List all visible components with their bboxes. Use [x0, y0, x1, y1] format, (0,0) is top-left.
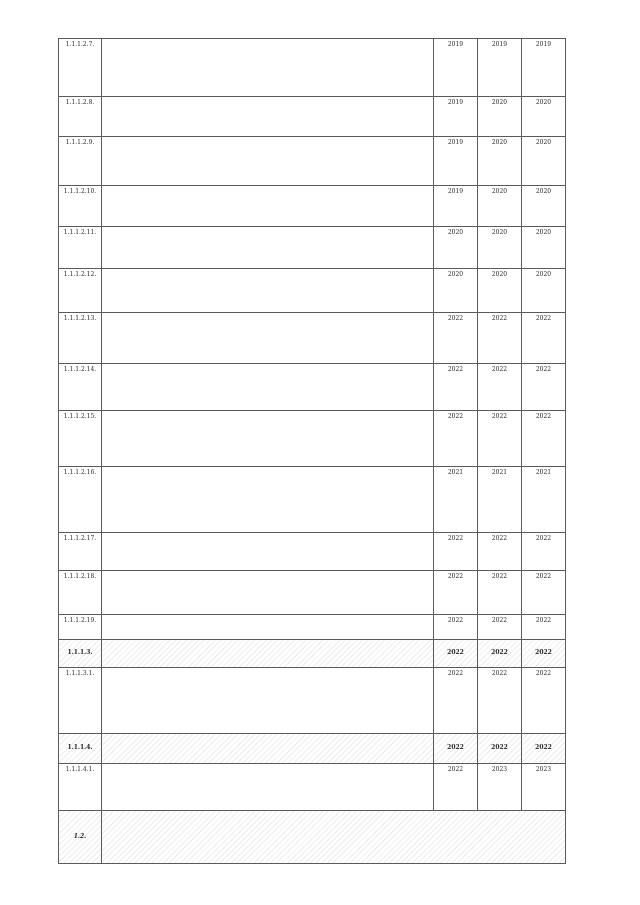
row-year-cell-3: 2022 [522, 533, 566, 571]
row-description-cell [102, 811, 566, 864]
row-number-cell: 1.1.1.2.14. [59, 364, 102, 411]
row-year-cell-1: 2022 [434, 640, 478, 668]
row-number-cell: 1.1.1.2.12. [59, 269, 102, 313]
row-year-cell-1: 2021 [434, 467, 478, 533]
table-row [59, 533, 566, 571]
row-year-cell-1: 2019 [434, 186, 478, 227]
row-description-cell [102, 533, 434, 571]
row-year-cell-3: 2020 [522, 97, 566, 137]
row-number-cell: 1.1.1.3.1. [59, 668, 102, 734]
row-year-cell-3: 2022 [522, 640, 566, 668]
row-number-cell: 1.1.1.2.10. [59, 186, 102, 227]
row-description-cell [102, 467, 434, 533]
row-year-cell-3: 2022 [522, 571, 566, 615]
table-row [59, 269, 566, 313]
row-year-cell-2: 2022 [478, 313, 522, 364]
table-row [59, 227, 566, 269]
row-year-cell-1: 2022 [434, 364, 478, 411]
table-row [59, 640, 566, 668]
row-description-cell [102, 269, 434, 313]
row-year-cell-2: 2019 [478, 39, 522, 97]
row-number-cell: 1.1.1.2.19. [59, 615, 102, 640]
table-row [59, 39, 566, 97]
row-year-cell-2: 2020 [478, 137, 522, 186]
row-year-cell-2: 2022 [478, 571, 522, 615]
row-number-cell: 1.1.1.2.16. [59, 467, 102, 533]
row-year-cell-2: 2022 [478, 640, 522, 668]
table-row [59, 811, 566, 864]
row-number-cell: 1.1.1.2.17. [59, 533, 102, 571]
row-year-cell-1: 2022 [434, 615, 478, 640]
row-description-cell [102, 97, 434, 137]
table-row [59, 97, 566, 137]
row-number-cell: 1.1.1.4.1. [59, 764, 102, 811]
row-year-cell-2: 2020 [478, 186, 522, 227]
row-year-cell-3: 2021 [522, 467, 566, 533]
row-year-cell-1: 2019 [434, 39, 478, 97]
row-year-cell-3: 2022 [522, 313, 566, 364]
row-description-cell [102, 668, 434, 734]
table-row [59, 467, 566, 533]
row-year-cell-2: 2020 [478, 97, 522, 137]
row-year-cell-2: 2022 [478, 668, 522, 734]
row-year-cell-1: 2022 [434, 571, 478, 615]
row-year-cell-2: 2022 [478, 411, 522, 467]
row-description-cell [102, 640, 434, 668]
row-number-cell: 1.1.1.2.13. [59, 313, 102, 364]
row-year-cell-2: 2023 [478, 764, 522, 811]
row-number-cell: 1.1.1.2.9. [59, 137, 102, 186]
row-year-cell-3: 2022 [522, 734, 566, 764]
row-year-cell-3: 2020 [522, 227, 566, 269]
row-number-cell: 1.1.1.2.7. [59, 39, 102, 97]
row-year-cell-1: 2022 [434, 411, 478, 467]
row-year-cell-3: 2019 [522, 39, 566, 97]
row-description-cell [102, 364, 434, 411]
table-row [59, 411, 566, 467]
row-description-cell [102, 227, 434, 269]
table-row [59, 186, 566, 227]
row-year-cell-1: 2020 [434, 269, 478, 313]
row-year-cell-1: 2019 [434, 137, 478, 186]
row-number-cell: 1.1.1.4. [59, 734, 102, 764]
table-row [59, 615, 566, 640]
table-row [59, 571, 566, 615]
row-year-cell-2: 2022 [478, 615, 522, 640]
row-year-cell-3: 2022 [522, 668, 566, 734]
table-row [59, 764, 566, 811]
row-year-cell-3: 2022 [522, 411, 566, 467]
row-number-cell: 1.1.1.2.15. [59, 411, 102, 467]
row-year-cell-2: 2022 [478, 364, 522, 411]
table-row [59, 734, 566, 764]
row-description-cell [102, 615, 434, 640]
row-year-cell-2: 2022 [478, 734, 522, 764]
row-description-cell [102, 734, 434, 764]
row-year-cell-2: 2020 [478, 227, 522, 269]
investment-program-table [58, 38, 566, 864]
table-row [59, 668, 566, 734]
row-number-cell: 1.1.1.3. [59, 640, 102, 668]
row-year-cell-3: 2023 [522, 764, 566, 811]
row-description-cell [102, 186, 434, 227]
row-number-cell: 1.2. [59, 811, 102, 864]
row-description-cell [102, 39, 434, 97]
row-year-cell-1: 2022 [434, 764, 478, 811]
row-year-cell-3: 2020 [522, 186, 566, 227]
row-year-cell-1: 2019 [434, 97, 478, 137]
row-description-cell [102, 137, 434, 186]
row-year-cell-1: 2022 [434, 734, 478, 764]
row-number-cell: 1.1.1.2.11. [59, 227, 102, 269]
table-row [59, 137, 566, 186]
row-year-cell-2: 2021 [478, 467, 522, 533]
row-year-cell-3: 2022 [522, 364, 566, 411]
row-description-cell [102, 571, 434, 615]
row-number-cell: 1.1.1.2.18. [59, 571, 102, 615]
row-year-cell-3: 2022 [522, 615, 566, 640]
table-body [59, 39, 566, 864]
row-year-cell-1: 2022 [434, 533, 478, 571]
table-row [59, 313, 566, 364]
row-number-cell: 1.1.1.2.8. [59, 97, 102, 137]
row-description-cell [102, 764, 434, 811]
row-year-cell-1: 2022 [434, 668, 478, 734]
row-year-cell-1: 2020 [434, 227, 478, 269]
row-year-cell-3: 2020 [522, 269, 566, 313]
row-year-cell-3: 2020 [522, 137, 566, 186]
row-year-cell-1: 2022 [434, 313, 478, 364]
row-year-cell-2: 2020 [478, 269, 522, 313]
row-description-cell [102, 411, 434, 467]
table-row [59, 364, 566, 411]
row-description-cell [102, 313, 434, 364]
row-year-cell-2: 2022 [478, 533, 522, 571]
